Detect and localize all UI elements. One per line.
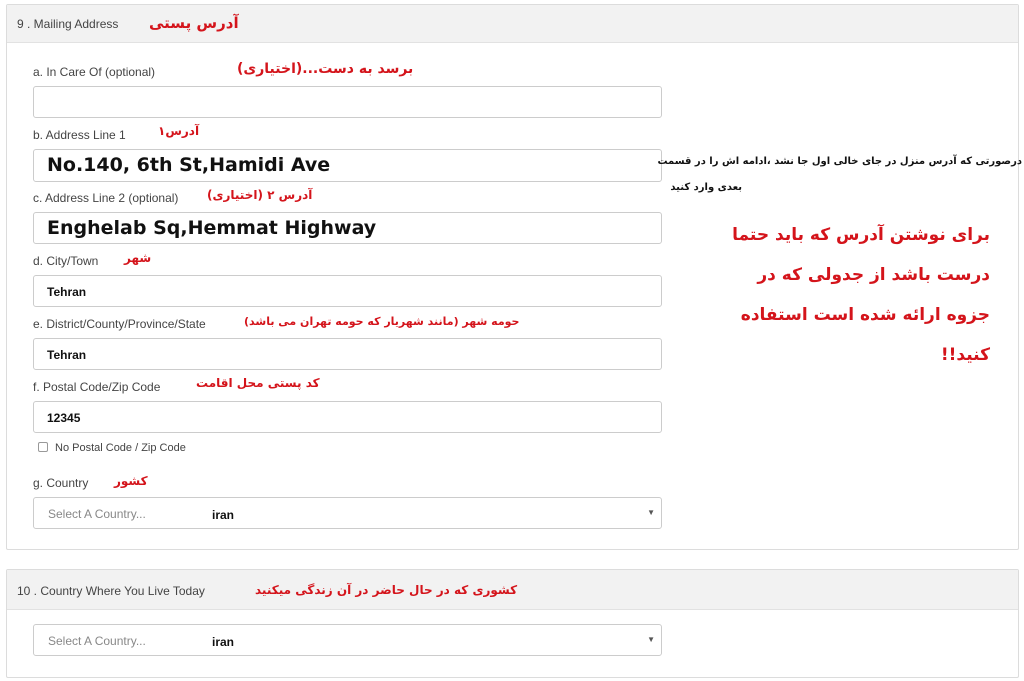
postal-code-value: 12345 [47,411,81,425]
address-line-2-value: Enghelab Sq,Hemmat Highway [47,217,377,239]
section-10-title: 10 . Country Where You Live Today [17,584,205,598]
address-line-2-label-fa: آدرس ۲ (اختیاری) [207,188,313,202]
care-of-input[interactable] [33,86,662,118]
district-value: Tehran [47,348,87,362]
blank-area [488,433,674,495]
address-line-1-label: b. Address Line 1 [33,128,126,142]
care-of-label: a. In Care Of (optional) [33,65,156,79]
section-title-fa: آدرس پستی [149,14,239,32]
country-label-fa: کشور [114,474,148,488]
postal-code-label: f. Postal Code/Zip Code [33,380,161,394]
section-10-title-fa: کشوری که در حال حاضر در آن زندگی میکنید [255,583,518,597]
postal-code-label-fa: کد پستی محل اقامت [196,376,320,390]
city-input[interactable] [33,275,662,307]
chevron-down-icon: ▼ [647,508,655,517]
country-label: g. Country [33,476,89,490]
no-postal-code-label: No Postal Code / Zip Code [55,442,186,454]
address-table-note: برای نوشتن آدرس که باید حتما درست باشد از جدولی که در جزوه ارائه شده است استفاده کنید!! [732,225,990,365]
address-line-2-input[interactable] [33,212,662,244]
city-label-fa: شهر [124,251,152,265]
section-title: 9 . Mailing Address [17,17,119,31]
chevron-down-icon: ▼ [647,635,655,644]
address-line-1-label-fa: آدرس۱ [158,124,200,138]
mailing-address-header [7,5,1018,43]
postal-code-input[interactable] [33,401,662,433]
current-country-placeholder: Select A Country... [48,634,146,648]
current-country-value: iran [212,635,235,649]
address-line-2-label: c. Address Line 2 (optional) [33,191,179,205]
address-overflow-note-line2: بعدی وارد کنید [670,182,742,193]
address-line-1-value: No.140, 6th St,Hamidi Ave [47,154,331,176]
address-line-1-input[interactable] [33,149,662,182]
address-overflow-note-line1: درصورتی که آدرس منزل در جای خالی اول جا نشد ،ادامه اش را در قسمت [657,156,1022,167]
district-input[interactable] [33,338,662,370]
current-country-select[interactable] [33,624,662,656]
district-label-fa: حومه شهر (مانند شهریار که حومه تهران می باشد) [244,315,520,328]
current-country-header [7,570,1018,610]
country-select-placeholder: Select A Country... [48,507,146,521]
no-postal-code-checkbox[interactable] [38,442,48,452]
city-label: d. City/Town [33,254,99,268]
district-label: e. District/County/Province/State [33,317,206,331]
country-select-value: iran [212,508,235,522]
city-value: Tehran [47,285,87,299]
care-of-label-fa: برسد به دست...(اختیاری) [237,61,414,77]
country-select[interactable] [33,497,662,529]
